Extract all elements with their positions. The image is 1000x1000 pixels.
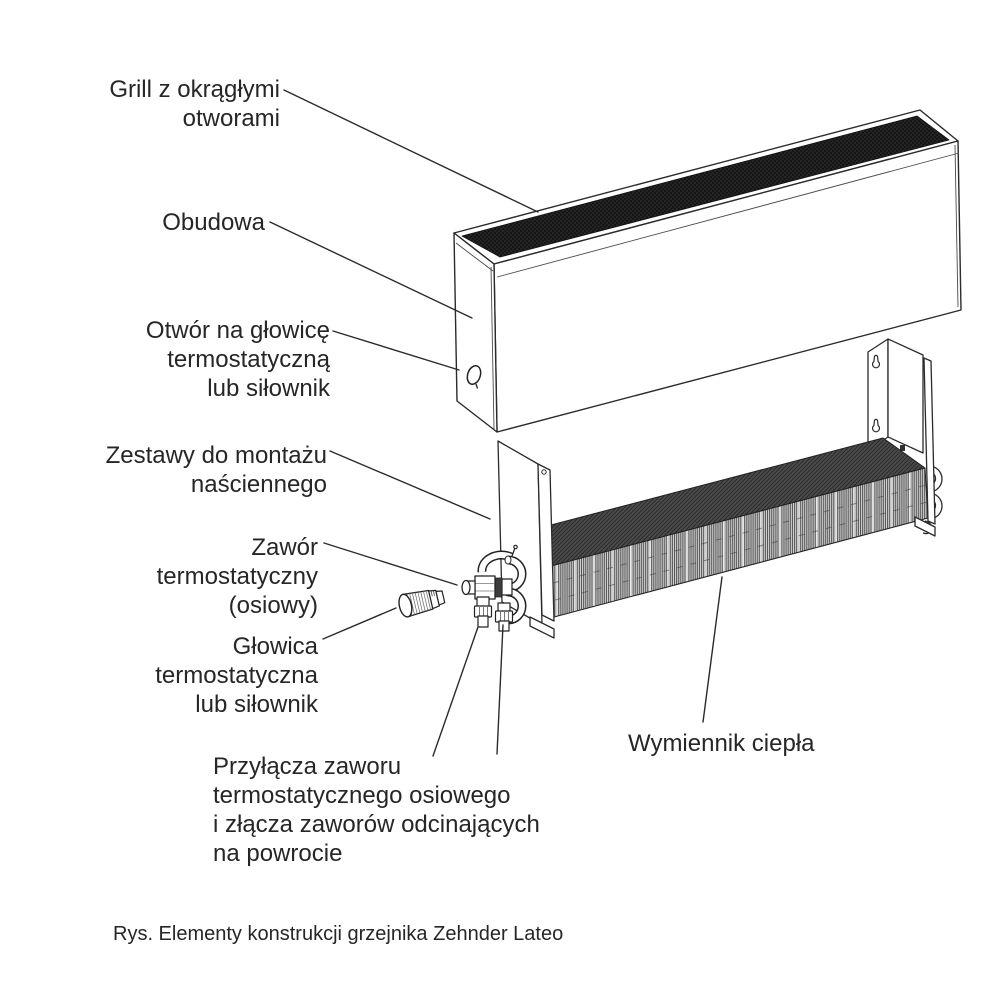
label-przylacza — [213, 752, 540, 868]
bracket-flange — [888, 339, 923, 453]
label-line: otworami — [182, 105, 280, 132]
label-line: naściennego — [190, 471, 327, 498]
valve-assembly — [462, 545, 522, 631]
leader-zestawy — [330, 451, 490, 519]
leader-grill — [284, 90, 538, 212]
casing-end — [454, 233, 497, 432]
label-line: lub siłownik — [195, 691, 318, 718]
label-line: Otwór na głowicę — [145, 317, 330, 344]
label-line: termostatyczną — [167, 346, 330, 373]
label-obudowa — [162, 208, 265, 237]
label-grill — [109, 75, 280, 133]
leader-zawor — [324, 543, 457, 585]
leader-przylacza-1 — [433, 627, 478, 756]
label-line: Wymiennik ciepła — [628, 730, 815, 757]
label-zawor — [157, 533, 318, 620]
leader-glowica — [323, 608, 396, 639]
label-line: na powrocie — [213, 840, 343, 867]
leader-przylacza-2 — [497, 625, 503, 754]
label-line: termostatycznego osiowego — [213, 782, 511, 809]
figure-caption: Rys. Elementy konstrukcji grzejnika Zehnder Lateo — [113, 923, 564, 945]
wall-bracket-right — [868, 339, 923, 453]
label-line: i złącza zaworów odcinających — [213, 811, 540, 838]
label-line: termostatyczny — [156, 563, 318, 590]
leader-wymiennik — [703, 577, 722, 722]
label-line: termostatyczna — [155, 662, 318, 689]
bracket-plate — [868, 339, 888, 450]
leader-otwor — [333, 331, 459, 370]
label-line: Obudowa — [162, 209, 265, 236]
leader-obudowa — [270, 222, 472, 318]
label-otwor — [146, 316, 330, 403]
label-line: lub siłownik — [207, 375, 330, 402]
thermostatic-head — [397, 586, 446, 619]
label-line: Głowica — [232, 633, 318, 660]
label-glowica — [155, 632, 318, 719]
heat-exchanger — [509, 438, 928, 617]
label-line: Zestawy do montażu — [105, 442, 327, 469]
label-zestawy — [106, 441, 327, 499]
label-wymiennik — [628, 729, 815, 758]
thermostatic-valve — [462, 576, 512, 599]
label-line: Zawór — [251, 534, 318, 561]
label-line: Przyłącza zaworu — [213, 753, 402, 780]
label-line: (osiowy) — [228, 592, 318, 619]
label-line: Grill z okrągłymi — [109, 76, 280, 103]
